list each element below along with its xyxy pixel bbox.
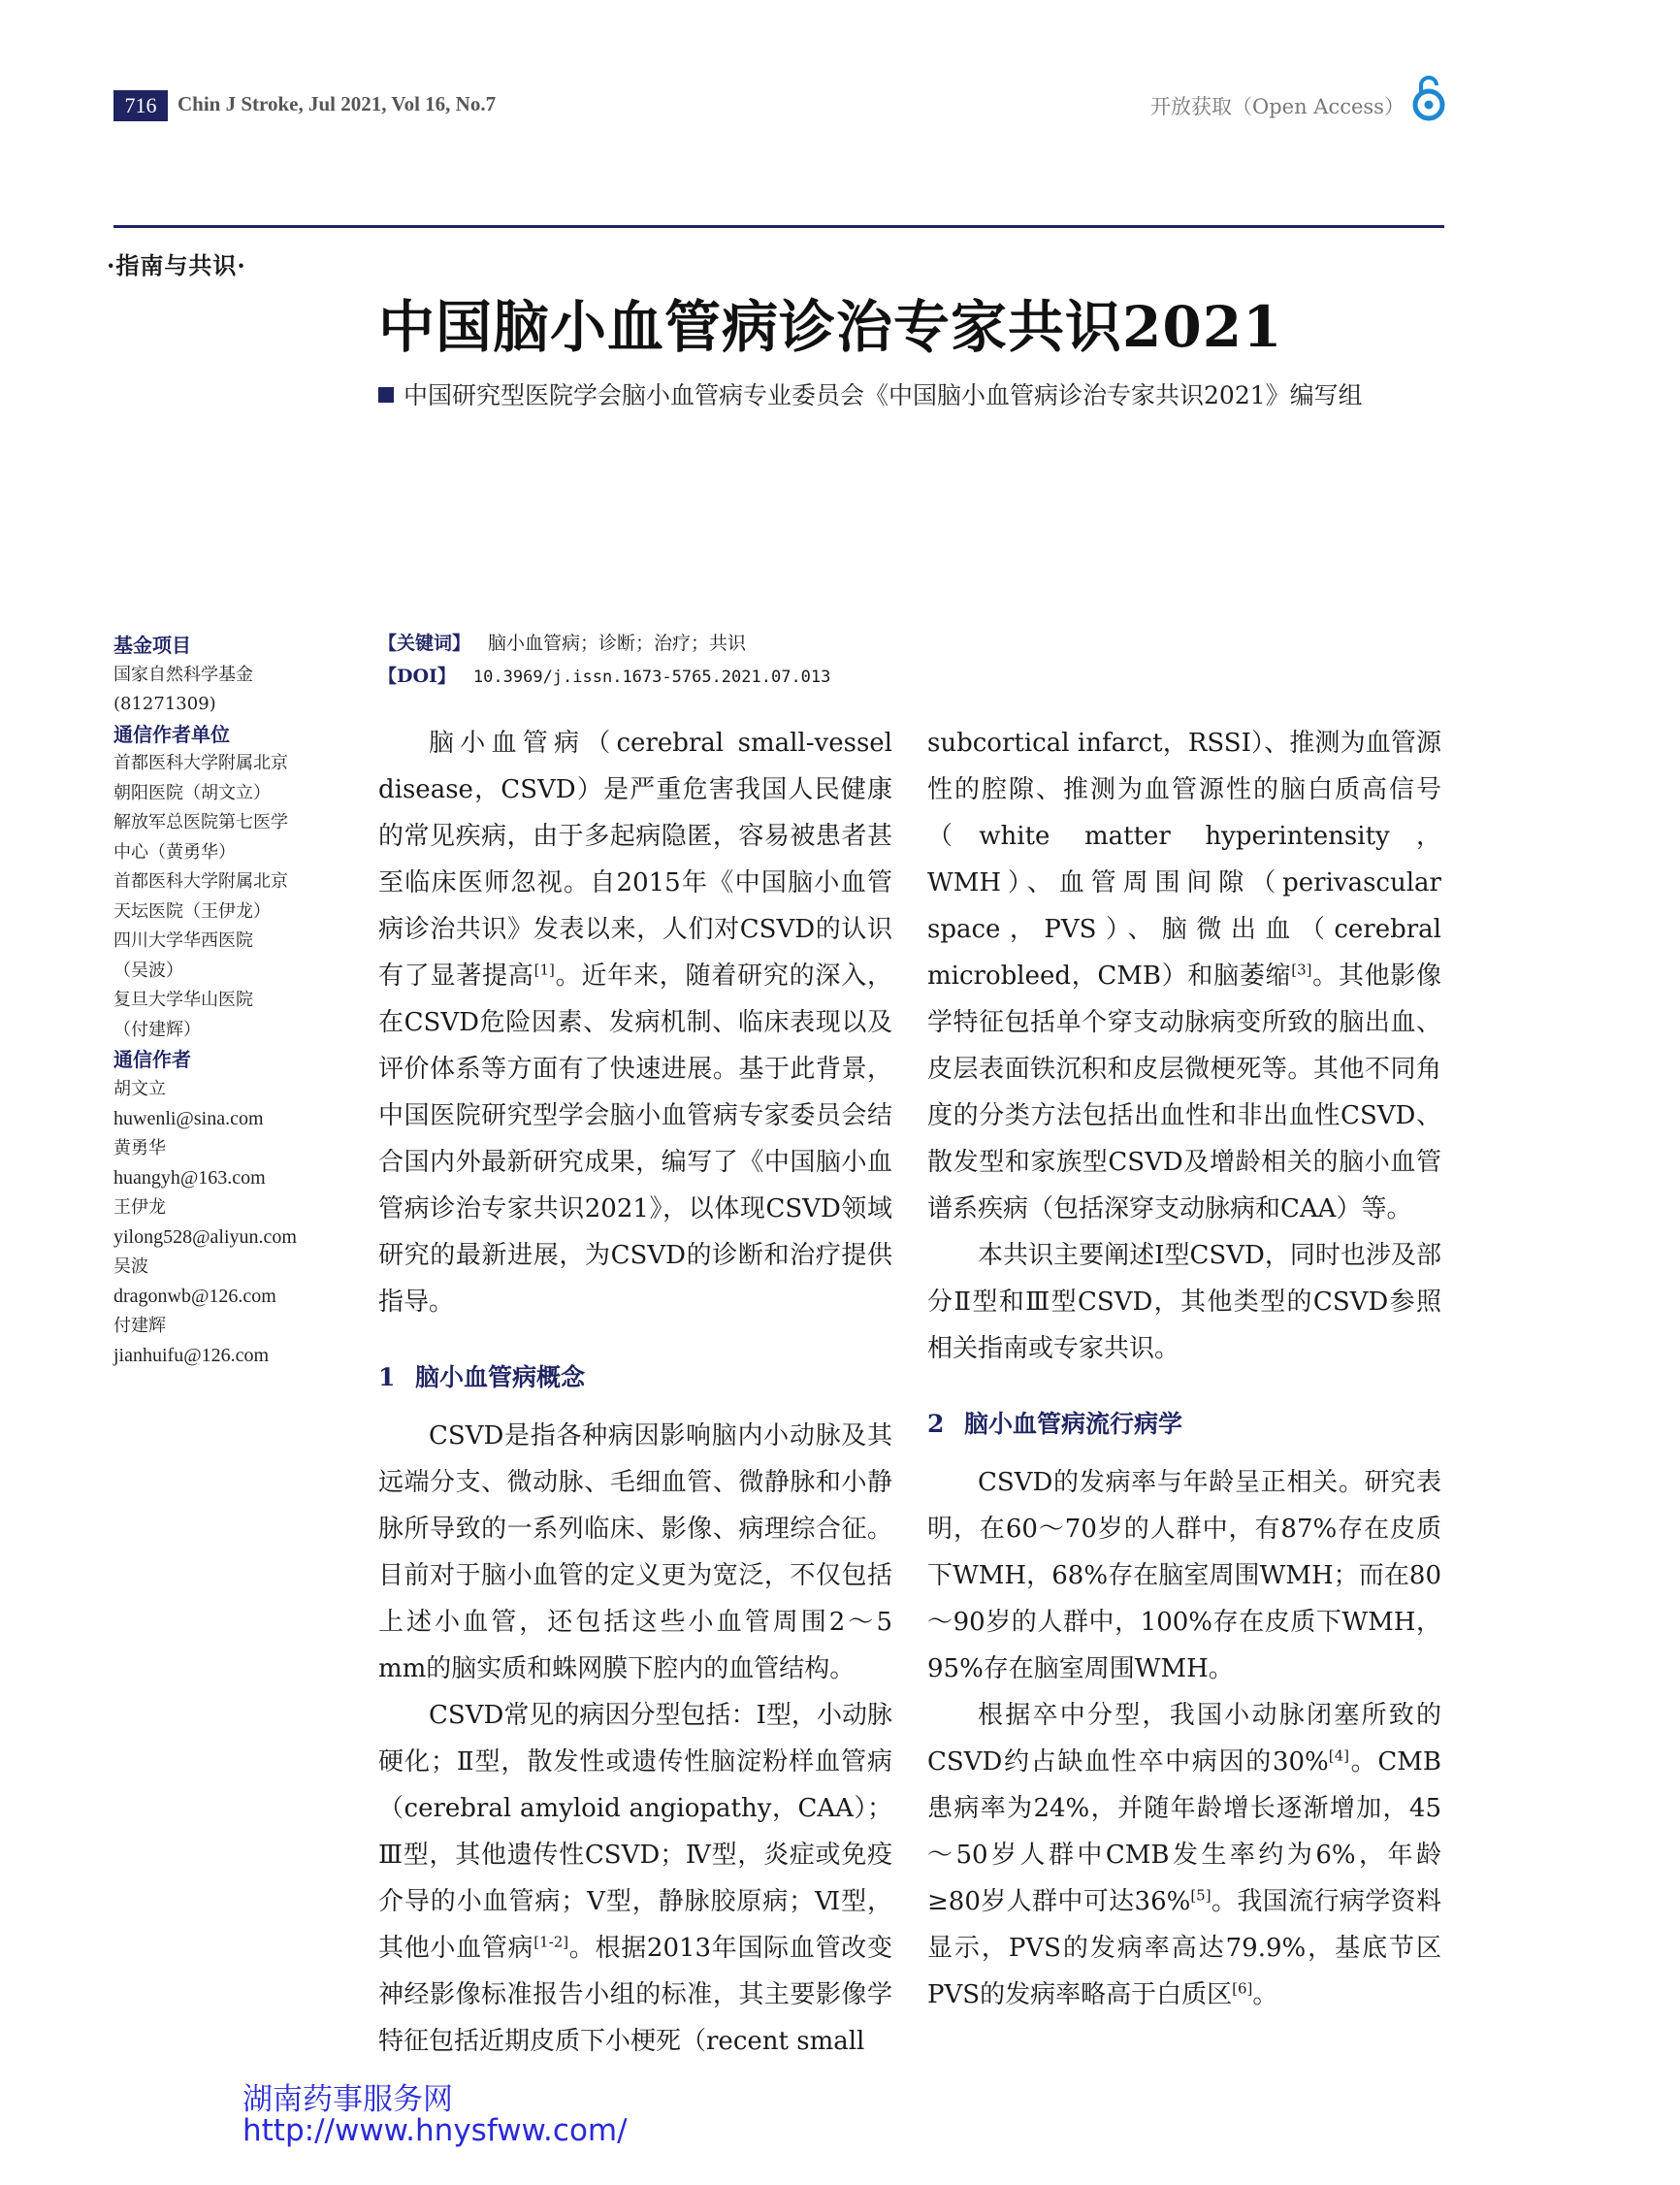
keywords-label: 【关键词】 bbox=[378, 633, 471, 654]
affiliation-line: 复旦大学华山医院 bbox=[113, 990, 253, 1010]
paragraph: CSVD是指各种病因影响脑内小动脉及其远端分支、微动脉、毛细血管、微静脉和小静脉所导致的一系列临床、影像、病理综合征。目前对于脑小血管的定义更为宽泛，不仅包括上述小血管，还包括这些小血管周围2～5 mm的脑实质和蛛网膜下腔内的血管结构。 bbox=[378, 1421, 892, 1683]
section-heading-1: 1 脑小血管病概念 bbox=[378, 1363, 586, 1391]
author-name: 黄勇华 bbox=[113, 1137, 166, 1158]
author-name: 吴波 bbox=[113, 1256, 148, 1277]
paragraph: 根据卒中分型，我国小动脉闭塞所致的CSVD约占缺血性卒中病因的30%[4]。CMB患病率为24%，并随年龄增长逐渐增加，45～50岁人群中CMB发生率约为6%，年龄≥80岁人群中可达36%[5]。我国流行病学资料显示，PVS的发病率高达79.9%，基底节区PVS的发病率略高于白质区[6]。 bbox=[927, 1701, 1441, 2009]
doi-row bbox=[378, 662, 1445, 688]
affiliation-line: 天坛医院（王伊龙） bbox=[113, 900, 271, 922]
author-email[interactable]: huangyh@163.com bbox=[113, 1167, 266, 1189]
open-access-label: 开放获取（Open Access） bbox=[1150, 95, 1405, 118]
square-bullet-icon bbox=[378, 387, 394, 403]
author-group-text: 中国研究型医院学会脑小血管病专业委员会《中国脑小血管病诊治专家共识2021》编写组 bbox=[404, 381, 1363, 409]
fund-line: (81271309) bbox=[113, 694, 216, 714]
corresponding-author-label: 通信作者 bbox=[113, 1048, 191, 1071]
paragraph-continued: subcortical infarct，RSSI）、推测为血管源性的腔隙、推测为血管源性的脑白质高信号（white matter hyperintensity，WMH）、血管周围间隙（perivascular space，PVS）、脑微出血（cerebral microbleed，CMB）和脑萎缩[3]。其他影像学特征包括单个穿支动脉病变所致的脑出血、皮层表面铁沉积和皮层微梗死等。其他不同角度的分类方法包括出血性和非出血性CSVD、散发型和家族型CSVD及增龄相关的脑小血管谱系疾病（包括深穿支动脉病和CAA）等。 bbox=[927, 729, 1441, 1223]
affiliation-line: 中心（黄勇华） bbox=[113, 841, 236, 863]
fund-line: 国家自然科学基金 bbox=[113, 664, 253, 685]
body-column-right bbox=[927, 720, 1441, 2018]
fund-label: 基金项目 bbox=[113, 634, 191, 657]
sidebar bbox=[113, 631, 346, 1371]
doi-value[interactable]: 10.3969/j.issn.1673-5765.2021.07.013 bbox=[472, 668, 831, 687]
citation-ref[interactable]: [3] bbox=[1291, 961, 1312, 979]
author-name: 付建辉 bbox=[113, 1315, 166, 1336]
section-tag: ·指南与共识· bbox=[107, 251, 246, 279]
affiliation-line: 首都医科大学附属北京 bbox=[113, 871, 288, 892]
body-column-left bbox=[378, 720, 892, 2065]
paragraph: 本共识主要阐述Ⅰ型CSVD，同时也涉及部分Ⅱ型和Ⅲ型CSVD，其他类型的CSVD参照相关指南或专家共识。 bbox=[927, 1241, 1441, 1363]
author-email[interactable]: jianhuifu@126.com bbox=[113, 1345, 270, 1366]
paragraph: CSVD常见的病因分型包括：Ⅰ型，小动脉硬化；Ⅱ型，散发性或遗传性脑淀粉样血管病（cerebral amyloid angiopathy，CAA）；Ⅲ型，其他遗传性CSVD；Ⅳ型，炎症或免疫介导的小血管病；Ⅴ型，静脉胶原病；Ⅵ型，其他小血管病[1-2]。根据2013年国际血管改变神经影像标准报告小组的标准，其主要影像学特征包括近期皮质下小梗死（recent small bbox=[378, 1701, 892, 2056]
keywords-value: 脑小血管病；诊断；治疗；共识 bbox=[488, 633, 747, 654]
author-email[interactable]: huwenli@sina.com bbox=[113, 1108, 264, 1129]
affiliation-line: 四川大学华西医院 bbox=[113, 930, 253, 951]
open-access-lock-icon bbox=[1411, 74, 1446, 122]
watermark-url[interactable]: http://www.hnysfww.com/ bbox=[242, 2113, 628, 2148]
author-name: 胡文立 bbox=[113, 1078, 166, 1099]
watermark-site-name: 湖南药事服务网 bbox=[242, 2082, 453, 2117]
header-rule bbox=[113, 225, 1444, 228]
citation-ref[interactable]: [4] bbox=[1328, 1746, 1349, 1765]
affiliation-line: （付建辉） bbox=[113, 1019, 201, 1040]
citation-ref[interactable]: [6] bbox=[1232, 1979, 1253, 1998]
keywords-row bbox=[378, 629, 1445, 655]
page-number: 716 bbox=[113, 90, 168, 121]
affiliation-line: 朝阳医院（胡文立） bbox=[113, 782, 271, 803]
author-group bbox=[378, 376, 1363, 411]
affiliation-label: 通信作者单位 bbox=[113, 722, 230, 746]
citation-ref[interactable]: [1] bbox=[533, 961, 555, 979]
paragraph: CSVD的发病率与年龄呈正相关。研究表明，在60～70岁的人群中，有87%存在皮质下WMH，68%存在脑室周围WMH；而在80～90岁的人群中，100%存在皮质下WMH，95%存在脑室周围WMH。 bbox=[927, 1468, 1441, 1683]
doi-label: 【DOI】 bbox=[378, 666, 456, 687]
affiliation-line: 首都医科大学附属北京 bbox=[113, 753, 288, 773]
citation-ref[interactable]: [1-2] bbox=[533, 1933, 569, 1951]
journal-citation: Chin J Stroke, Jul 2021, Vol 16, No.7 bbox=[178, 92, 497, 115]
author-email[interactable]: yilong528@aliyun.com bbox=[113, 1226, 297, 1248]
intro-paragraph: 脑小血管病（cerebral small-vessel disease，CSVD）是严重危害我国人民健康的常见疾病，由于多起病隐匿，容易被患者甚至临床医师忽视。自2015年《中国脑小血管病诊治共识》发表以来，人们对CSVD的认识有了显著提高[1]。近年来，随着研究的深入，在CSVD危险因素、发病机制、临床表现以及评价体系等方面有了快速进展。基于此背景，中国医院研究型学会脑小血管病专家委员会结合国内外最新研究成果，编写了《中国脑小血管病诊治专家共识2021》，以体现CSVD领域研究的最新进展，为CSVD的诊断和治疗提供指导。 bbox=[378, 729, 892, 1317]
citation-ref[interactable]: [5] bbox=[1190, 1886, 1212, 1905]
section-heading-2: 2 脑小血管病流行病学 bbox=[927, 1410, 1183, 1438]
author-name: 王伊龙 bbox=[113, 1196, 166, 1218]
article-title: 中国脑小血管病诊治专家共识2021 bbox=[378, 294, 1283, 360]
affiliation-line: （吴波） bbox=[113, 960, 183, 981]
author-email[interactable]: dragonwb@126.com bbox=[113, 1286, 276, 1307]
affiliation-line: 解放军总医院第七医学 bbox=[113, 812, 288, 832]
